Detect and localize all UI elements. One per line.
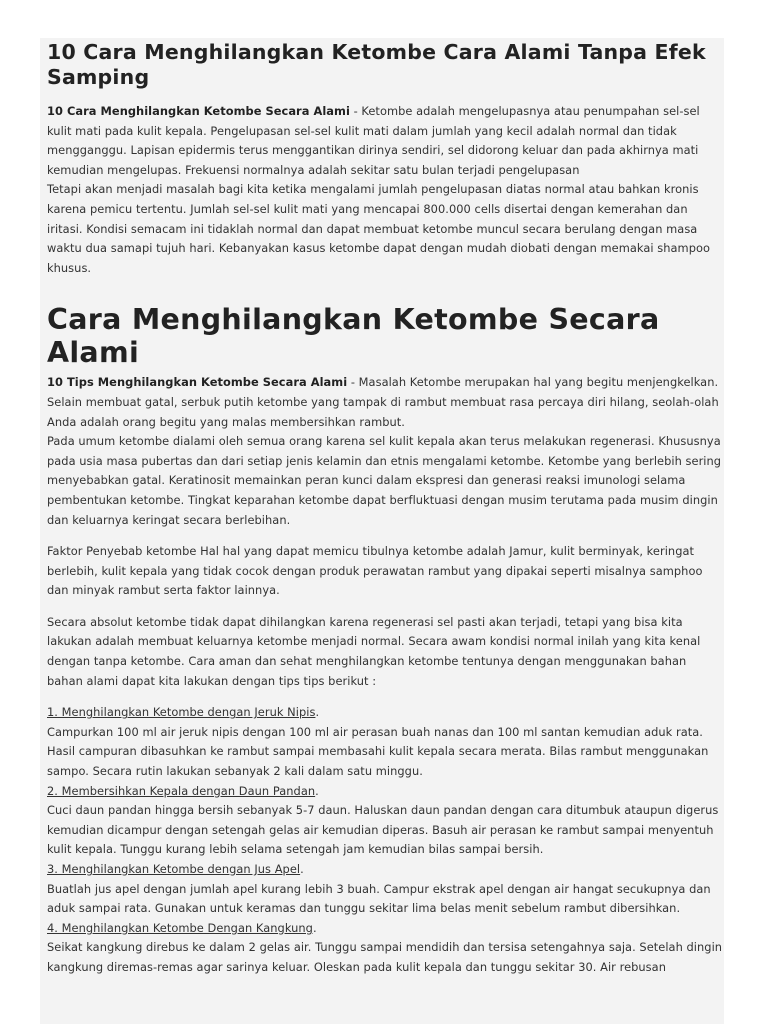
paragraph-absolut: Secara absolut ketombe tidak dapat dihilangkan karena regenerasi sel pasti akan terjadi, tetapi yang bisa kita lakukan adalah membuat keluarnya ketombe menjadi normal. Secara awam kondisi normal inilah yang kita kenal dengan tanpa ketombe. Cara aman dan sehat menghilangkan ketombe tentunya dengan menggunakan bahan bahan alami dapat kita lakukan dengan tips tips berikut : (47, 614, 701, 688)
section-title: Cara Menghilangkan Ketombe Secara Alami (47, 303, 660, 370)
tip-body-2: Cuci daun pandan hingga bersih sebanyak 5-7 daun. Haluskan daun pandan dengan cara ditumbuk ataupun digerus kemudian dicampur dengan setengah gelas air kemudian diperas. Basuh air perasan ke rambut sampai menyentuh kulit kepala. Tunggu kurang lebih selama setengah jam kemudian bilas sampai bersih. (47, 803, 719, 857)
tip-body-1: Campurkan 100 ml air jeruk nipis dengan 100 ml air perasan buah nanas dan 100 ml santan kemudian aduk rata. Hasil campuran dibasuhkan ke rambut sampai membasahi kulit kepala secara merata. Bilas rambut menggunakan sampo. Secara rutin lakukan sebanyak 2 kali dalam satu minggu. (47, 724, 709, 779)
tip-heading-4-period: . (312, 920, 317, 935)
tip-heading-3 (47, 860, 723, 880)
intro-lead: 10 Cara Menghilangkan Ketombe Secara Alami (47, 104, 350, 118)
tip-heading-1 (47, 703, 723, 723)
tip-heading-2-period: . (315, 783, 319, 798)
article-title: 10 Cara Menghilangkan Ketombe Cara Alami Tanpa Efek Samping (47, 40, 706, 89)
tip-heading-3-text: 3. Menghilangkan Ketombe dengan Jus Apel (47, 862, 301, 876)
tip-heading-2 (47, 782, 723, 802)
tip-heading-3-period: . (300, 862, 304, 876)
intro-paragraph (47, 102, 723, 180)
intro-text: - Ketombe adalah mengelupasnya atau penumpahan sel-sel kulit mati pada kulit kepala. Pengelupasan sel-sel kulit mati dalam jumlah yang kecil adalah normal dan tidak mengganggu. Lapisan epidermis terus menggantikan dirinya sendiri, sel didorong keluar dan pada akhirnya mati kemudian mengelupas. Frekuensi normalnya adalah sekitar satu bulan terjadi pengelupasan (47, 104, 700, 177)
paragraph-umum: Pada umum ketombe dialami oleh semua orang karena sel kulit kepala akan terus melakukan regenerasi. Khususnya pada usia masa pubertas dan dari setiap jenis kelamin dan etnis mengalami ketombe. Ketombe yang berlebih sering menyebabkan gatal. Keratinosit memainkan peran kunci dalam ekspresi dan generasi reaksi imunologi selama pembentukan ketombe. Tingkat keparahan ketombe dapat berfluktuasi dengan musim terutama pada musim dingin dan keluarnya keringat secara berlebihan. (47, 434, 722, 527)
paragraph-faktor: Faktor Penyebab ketombe Hal hal yang dapat memicu tibulnya ketombe adalah Jamur, kulit berminyak, keringat berlebih, kulit kepala yang tidak cocok dengan produk perawatan rambut yang dipakai seperti misalnya samphoo dan minyak rambut serta faktor lainnya. (47, 544, 703, 598)
tip-heading-2-text: 2. Membersihkan Kepala dengan Daun Pandan (47, 783, 316, 798)
tip-heading-1-text: 1. Menghilangkan Ketombe dengan Jeruk Nipis (47, 705, 316, 720)
article-body (47, 38, 723, 978)
intro-paragraph-2: Tetapi akan menjadi masalah bagi kita ketika mengalami jumlah pengelupasan diatas normal atau bahkan kronis karena pemicu tertentu. Jumlah sel-sel kulit mati yang mencapai 800.000 cells disertai dengan kemerahan dan iritasi. Kondisi semacam ini tidaklah normal dan dapat membuat ketombe muncul secara berulang dengan masa waktu dua samapi tujuh hari. Kebanyakan kasus ketombe dapat dengan mudah diobati dengan memakai shampoo khusus. (47, 182, 711, 275)
tip-heading-4 (47, 919, 723, 939)
tip-body-4: Seikat kangkung direbus ke dalam 2 gelas air. Tunggu sampai mendidih dan tersisa setengahnya saja. Setelah dingin kangkung diremas-remas agar sarinya keluar. Oleskan pada kulit kepala dan tunggu sekitar 30. Air rebusan (47, 940, 723, 974)
tips-lead: 10 Tips Menghilangkan Ketombe Secara Alami (47, 375, 348, 390)
tip-body-3: Buatlah jus apel dengan jumlah apel kurang lebih 3 buah. Campur ekstrak apel dengan air hangat secukupnya dan aduk sampai rata. Gunakan untuk keramas dan tunggu sekitar lima belas menit sebelum rambut dibersihkan. (47, 881, 711, 916)
tip-heading-4-text: 4. Menghilangkan Ketombe Dengan Kangkung (47, 920, 313, 935)
tip-heading-1-period: . (315, 705, 320, 720)
document-page (40, 38, 724, 1024)
tips-text: - Masalah Ketombe merupakan hal yang begitu menjengkelkan. Selain membuat gatal, serbuk putih ketombe yang tampak di rambut membuat rasa percaya diri hilang, seolah-olah Anda adalah orang begitu yang malas membersihkan rambut. (47, 375, 719, 429)
tips-intro-paragraph (47, 373, 723, 432)
